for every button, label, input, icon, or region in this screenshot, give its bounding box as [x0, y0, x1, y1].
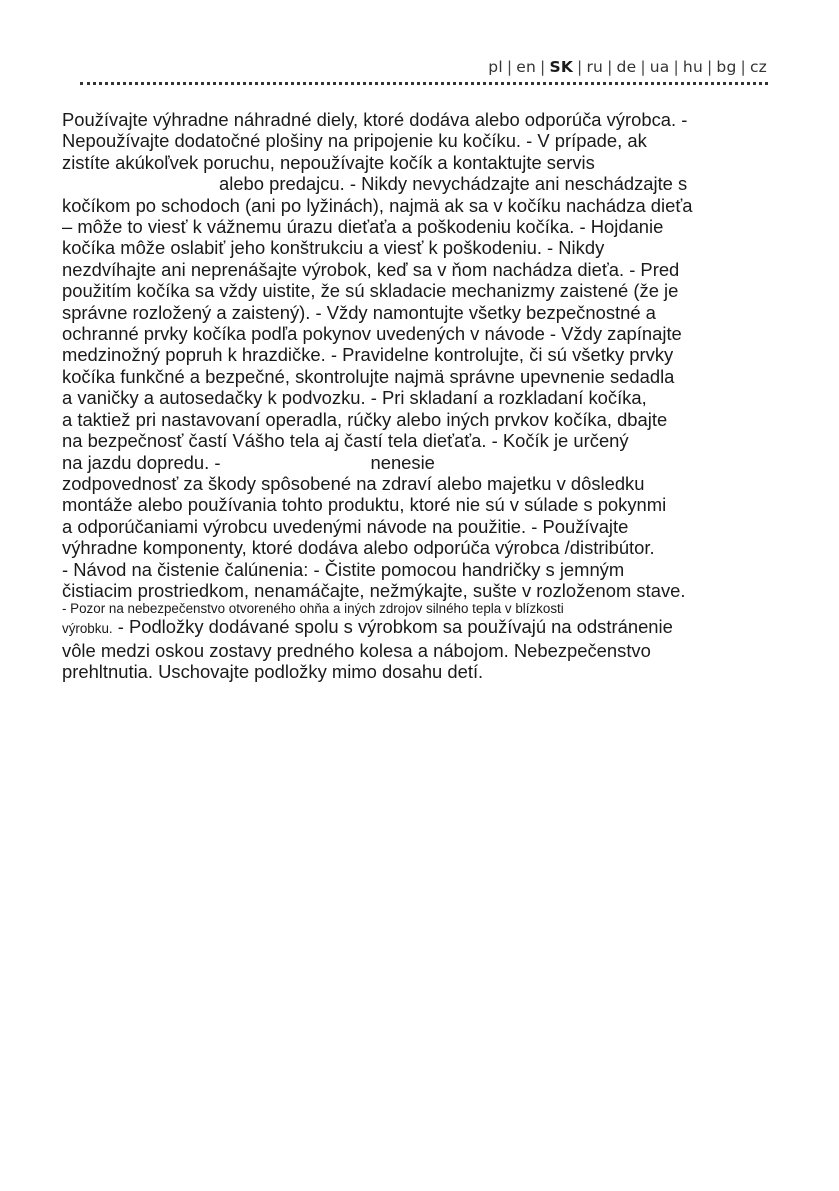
text-line: a odporúčaniami výrobcu uvedenými návode na použitie. - Používajte: [62, 515, 629, 537]
text-line: nezdvíhajte ani neprenášajte výrobok, keď sa v ňom nachádza dieťa. - Pred: [62, 258, 680, 280]
lang-separator: |: [540, 58, 546, 76]
lang-ua[interactable]: ua: [649, 58, 670, 76]
text-line: alebo predajcu. - Nikdy nevychádzajte ani neschádzajte s: [219, 173, 688, 195]
safety-instructions-text: [62, 109, 792, 683]
text-line: zodpovednosť za škody spôsobené na zdraví alebo majetku v dôsledku: [62, 472, 645, 494]
text-line: [62, 452, 792, 473]
lang-pl[interactable]: pl: [488, 58, 503, 76]
lang-separator: |: [706, 58, 713, 76]
text-line: kočíka funkčné a bezpečné, skontrolujte najmä správne upevnenie sedadla: [62, 365, 675, 387]
text-fragment-small: výrobku.: [62, 621, 113, 637]
lang-separator: |: [607, 58, 613, 76]
text-line: ochranné prvky kočíka podľa pokynov uvedených v návode - Vždy zapínajte: [62, 323, 682, 345]
text-line: zistíte akúkoľvek poruchu, nepoužívajte kočík a kontaktujte servis: [62, 151, 595, 173]
lang-separator: |: [506, 58, 513, 76]
text-line: čistiacim prostriedkom, nenamáčajte, nežmýkajte, sušte v rozloženom stave.: [62, 579, 686, 601]
lang-de[interactable]: de: [616, 58, 637, 76]
text-line: a vaničky a autosedačky k podvozku. - Pri skladaní a rozkladaní kočíka,: [62, 387, 647, 409]
lang-separator: |: [740, 58, 746, 76]
text-line: [62, 616, 792, 639]
text-fragment: nenesie: [370, 451, 435, 473]
lang-hu[interactable]: hu: [682, 58, 703, 76]
text-line: prehltnutia. Uschovajte podložky mimo dosahu detí.: [62, 661, 484, 683]
dotted-divider: [80, 82, 768, 85]
text-line: - Návod na čistenie čalúnenia: - Čistite pomocou handričky s jemným: [62, 558, 625, 580]
lang-separator: |: [577, 58, 583, 76]
lang-bg[interactable]: bg: [716, 58, 737, 76]
text-line: Nepoužívajte dodatočné plošiny na pripojenie ku kočíku. - V prípade, ak: [62, 130, 647, 152]
text-line: medzinožný popruh k hrazdičke. - Pravidelne kontrolujte, či sú všetky prvky: [62, 344, 674, 366]
text-line: kočíka môže oslabiť jeho konštrukciu a viesť k poškodeniu. - Nikdy: [62, 237, 605, 259]
text-line: vôle medzi oskou zostavy predného kolesa a nábojom. Nebezpečenstvo: [62, 639, 651, 661]
text-line: na bezpečnosť častí Vášho tela aj častí tela dieťaťa. - Kočík je určený: [62, 430, 629, 452]
text-fragment: - Podložky dodávané spolu s výrobkom sa používajú na odstránenie: [112, 616, 673, 638]
text-line: Používajte výhradne náhradné diely, ktoré dodáva alebo odporúča výrobca. -: [62, 109, 688, 130]
text-line: kočíkom po schodoch (ani po lyžinách), najmä ak sa v kočíku nachádza dieťa: [62, 194, 693, 216]
text-line: použitím kočíka sa vždy uistite, že sú skladacie mechanizmy zaistené (že je: [62, 280, 679, 302]
text-line: – môže to viesť k vážnemu úrazu dieťaťa a poškodeniu kočíka. - Hojdanie: [62, 216, 664, 238]
text-line-small: - Pozor na nebezpečenstvo otvoreného ohňa a iných zdrojov silného tepla v blízkosti: [62, 601, 564, 617]
lang-cz[interactable]: cz: [749, 58, 767, 76]
text-line: a taktiež pri nastavovaní operadla, rúčky alebo iných prvkov kočíka, dbajte: [62, 408, 668, 430]
text-line: montáže alebo používania tohto produktu, ktoré nie sú v súlade s pokynmi: [62, 494, 667, 516]
lang-en[interactable]: en: [516, 58, 537, 76]
text-fragment: na jazdu dopredu. -: [62, 451, 221, 473]
text-line: výhradne komponenty, ktoré dodáva alebo odporúča výrobca /distribútor.: [62, 537, 655, 559]
language-selector: [488, 58, 767, 76]
lang-separator: |: [673, 58, 679, 76]
lang-sk-active[interactable]: SK: [549, 58, 574, 76]
text-line: správne rozložený a zaistený). - Vždy namontujte všetky bezpečnostné a: [62, 301, 656, 323]
lang-ru[interactable]: ru: [586, 58, 604, 76]
lang-separator: |: [640, 58, 646, 76]
